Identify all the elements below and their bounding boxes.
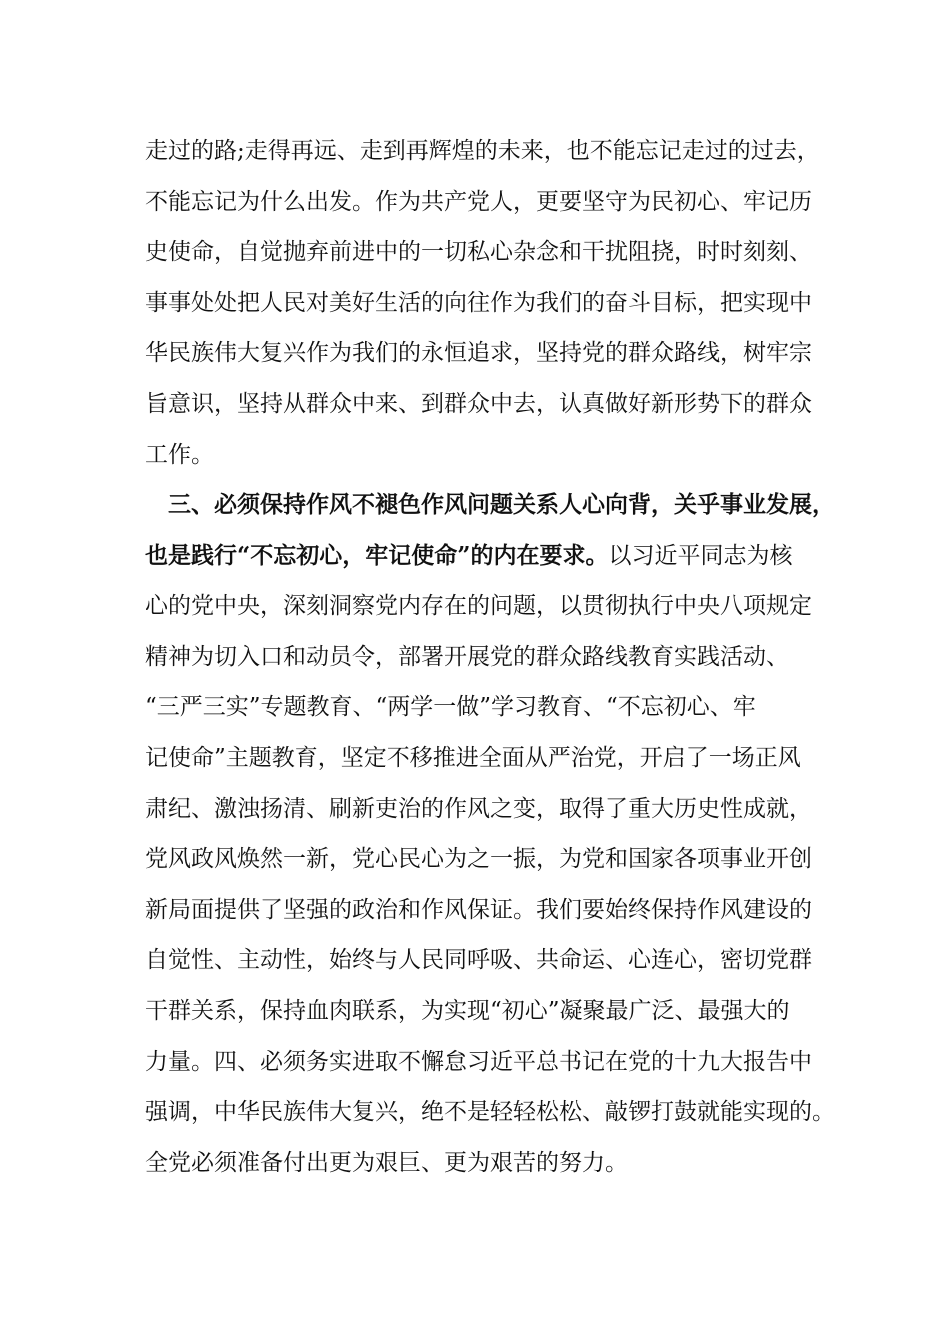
section-heading-line: 三、必须保持作风不褪色作风问题关系人心向背，关乎事业发展，: [145, 491, 835, 518]
text-line: 自觉性、主动性，始终与人民同呼吸、共命运、心连心，密切党群: [145, 947, 812, 974]
text-line: 事事处处把人民对美好生活的向往作为我们的奋斗目标，把实现中: [145, 289, 812, 316]
text-line: 华民族伟大复兴作为我们的永恒追求，坚持党的群众路线，树牢宗: [145, 340, 812, 367]
text-line: 工作。: [145, 441, 214, 468]
text-line: 强调，中华民族伟大复兴，绝不是轻轻松松、敲锣打鼓就能实现的。: [145, 1099, 835, 1126]
text-line: 精神为切入口和动员令，部署开展党的群众路线教育实践活动、: [145, 643, 789, 670]
text-line: “三严三实”专题教育、“两学一做”学习教育、“不忘初心、牢: [145, 694, 756, 721]
text-line: 新局面提供了坚强的政治和作风保证。我们要始终保持作风建设的: [145, 896, 812, 923]
text-line-rest: 以习近平同志为核: [608, 542, 793, 569]
text-line: 干群关系，保持血肉联系，为实现“初心”凝聚最广泛、最强大的: [145, 997, 790, 1024]
section-heading-tail: 也是践行“不忘初心，牢记使命”的内在要求。: [145, 541, 609, 569]
paragraph-2: [145, 480, 835, 1188]
text-line: 党风政风焕然一新，党心民心为之一振，为党和国家各项事业开创: [145, 846, 812, 873]
text-line: 旨意识，坚持从群众中来、到群众中去，认真做好新形势下的群众: [145, 390, 812, 417]
text-line: [145, 531, 825, 582]
paragraph-1: [145, 126, 825, 480]
text-line: 史使命，自觉抛弃前进中的一切私心杂念和干扰阻挠，时时刻刻、: [145, 239, 812, 266]
text-line: 记使命”主题教育，坚定不移推进全面从严治党，开启了一场正风: [145, 744, 801, 771]
text-line: 力量。四、必须务实进取不懈怠习近平总书记在党的十九大报告中: [145, 1048, 812, 1075]
text-line: 不能忘记为什么出发。作为共产党人，更要坚守为民初心、牢记历: [145, 188, 812, 215]
text-line: 走过的路;走得再远、走到再辉煌的未来，也不能忘记走过的过去，: [145, 138, 820, 164]
text-line: 全党必须准备付出更为艰巨、更为艰苦的努力。: [145, 1149, 628, 1176]
text-line: 肃纪、激浊扬清、刷新吏治的作风之变，取得了重大历史性成就，: [145, 795, 812, 822]
text-line: 心的党中央，深刻洞察党内存在的问题，以贯彻执行中央八项规定: [145, 593, 812, 620]
